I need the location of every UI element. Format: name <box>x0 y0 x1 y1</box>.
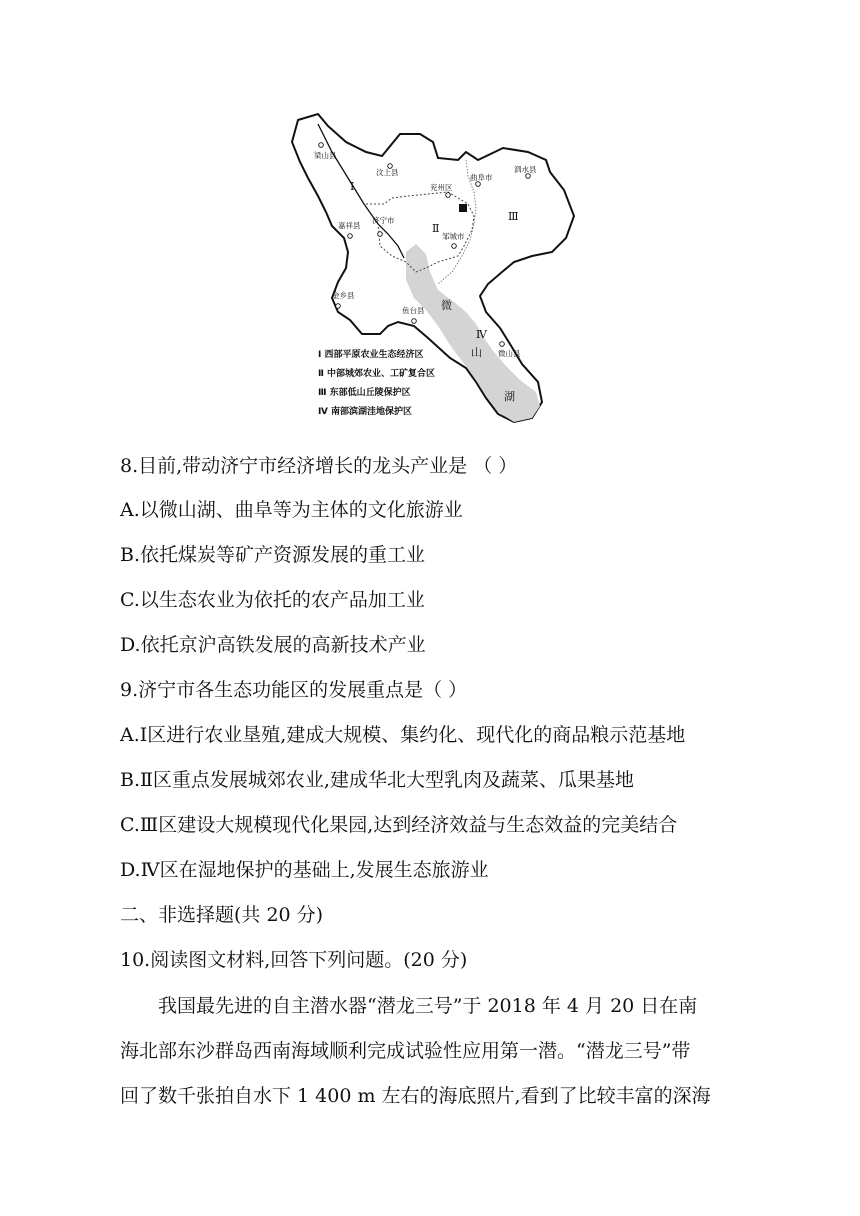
mine-marker <box>459 204 467 212</box>
passage-line-1: 我国最先进的自主潜水器“潜龙三号”于 2018 年 4 月 20 日在南 <box>158 995 698 1017</box>
yutai-marker <box>412 319 417 324</box>
zone-3-label: Ⅲ <box>508 210 519 223</box>
zone-4-label: Ⅳ <box>476 328 487 341</box>
q8-option-b: B.依托煤炭等矿产资源发展的重工业 <box>120 544 426 566</box>
q8-option-c: C.以生态农业为依托的农产品加工业 <box>120 589 425 611</box>
lake-char-2: 山 <box>471 346 482 359</box>
zoucheng-marker <box>452 244 457 249</box>
section-2-heading: 二、非选择题(共 20 分) <box>120 904 324 926</box>
jining-marker <box>378 232 383 237</box>
passage-line-3: 回了数千张拍自水下 1 400 m 左右的海底照片,看到了比较丰富的深海 <box>120 1085 711 1107</box>
label-yanzhou: 兖州区 <box>430 183 453 192</box>
liangshan-marker <box>319 143 324 148</box>
q9-stem: 9.济宁市各生态功能区的发展重点是（ ） <box>120 679 468 701</box>
q9-option-b: B.Ⅱ区重点发展城郊农业,建成华北大型乳肉及蔬菜、瓜果基地 <box>120 769 634 791</box>
q8-option-d: D.依托京沪高铁发展的高新技术产业 <box>120 634 426 656</box>
qufu-marker <box>476 182 481 187</box>
label-liangshan: 梁山县 <box>314 151 337 160</box>
zone-2-label: Ⅱ <box>432 222 440 235</box>
label-jinxiang: 金乡县 <box>332 291 355 300</box>
q10-stem: 10.阅读图文材料,回答下列问题。(20 分) <box>120 949 468 971</box>
weishan-marker <box>500 342 505 347</box>
label-weishan: 微山县 <box>498 349 521 358</box>
sishui-marker <box>526 174 531 179</box>
jinxiang-marker <box>336 304 341 309</box>
lake-char-3: 湖 <box>504 390 515 403</box>
lake-char-1: 微 <box>441 299 452 312</box>
passage-line-2: 海北部东沙群岛西南海域顺利完成试验性应用第一潜。“潜龙三号”带 <box>120 1040 691 1062</box>
q9-option-a: A.Ⅰ区进行农业垦殖,建成大规模、集约化、现代化的商品粮示范基地 <box>120 724 686 746</box>
legend-item-4: Ⅳ 南部滨湖洼地保护区 <box>318 407 413 417</box>
zone-1-label: Ⅰ <box>350 180 355 193</box>
label-yutai: 鱼台县 <box>402 306 425 315</box>
label-sishui: 泗水县 <box>514 165 537 174</box>
label-qufu: 曲阜市 <box>470 173 493 182</box>
q9-option-c: C.Ⅲ区建设大规模现代化果园,达到经济效益与生态效益的完美结合 <box>120 814 678 836</box>
q9-option-d: D.Ⅳ区在湿地保护的基础上,发展生态旅游业 <box>120 859 489 881</box>
jiaxiang-marker <box>348 234 353 239</box>
label-jining: 济宁市 <box>372 216 395 225</box>
label-wenshang: 汶上县 <box>376 168 399 177</box>
jining-map <box>288 112 588 430</box>
legend-item-1: Ⅰ 西部平原农业生态经济区 <box>318 350 424 360</box>
legend-item-3: Ⅲ 东部低山丘陵保护区 <box>318 388 411 398</box>
yanzhou-marker <box>446 193 451 198</box>
q8-stem: 8.目前,带动济宁市经济增长的龙头产业是 （ ） <box>120 455 518 477</box>
jining-map-figure <box>288 112 588 430</box>
q8-option-a: A.以微山湖、曲阜等为主体的文化旅游业 <box>120 499 463 521</box>
label-zoucheng: 邹城市 <box>442 232 465 241</box>
label-jiaxiang: 嘉祥县 <box>338 221 361 230</box>
legend-item-2: Ⅱ 中部城郊农业、工矿复合区 <box>318 369 436 379</box>
